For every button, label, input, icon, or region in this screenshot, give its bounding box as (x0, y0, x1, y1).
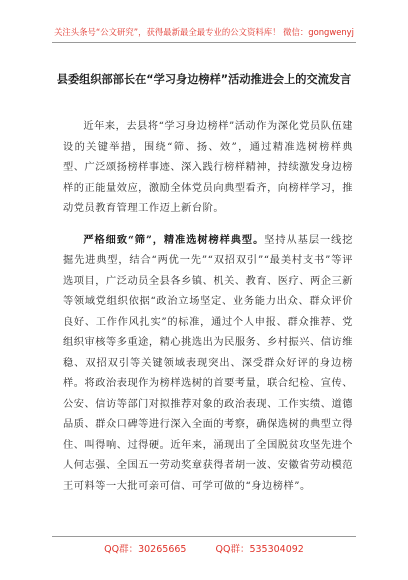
footer-qq-group-1: QQ群：30265665 (104, 544, 187, 555)
footer-qq-group-2: QQ群：535304092 (215, 544, 304, 555)
paragraph-text: 近年来，去县将“学习身边榜样”活动作为深化党员队伍建设的关键举措，围绕“筛、扬、效”，通过精准选树榜样典型、广泛颂扬榜样事迹、深入践行榜样精神，持续激发身边榜样的正能量效应，激励全体党员向典型看齐，向榜样学习，推动党员教育管理工作迈上新台阶。 (63, 121, 353, 214)
document-body (63, 116, 353, 497)
footer-divider (52, 536, 356, 537)
top-banner: 关注头条号“公文研究”，获得最新最全最专业的公文资料库！ 微信：gongwenyj (54, 27, 354, 37)
paragraph-lead: 严格细致“筛”，精准选树榜样典型。 (83, 233, 265, 246)
paragraph-screening (63, 230, 353, 498)
paragraph-text: 坚持从基层一线挖掘先进典型，结合“两优一先”“双招双引”“最美村支书”等评选项目，广泛动员全县各乡镇、机关、教育、医疗、两企三新等领域党组织依据“政治立场坚定、业务能力出众、群众评价良好、工作作风扎实”的标准，通过个人申报、群众推荐、党组织审核等多重途，精心挑选出为民服务、乡村振兴、信访维稳、双招双引等关键领域表现突出、深受群众好评的身边榜样。将政治表现作为榜样选树的首要考量，联合纪检、宣传、公安、信访等部门对拟推荐对象的政治表现、工作实绩、道德品质、群众口碑等进行深入全面的考察，确保选树的典型立得住、叫得响、过得硬。近年来，涌现出了全国脱贫攻坚先进个人何志强、全国五一劳动奖章获得者胡一波、安徽省劳动模范王可料等一大批可亲可信、可学可做的“身边榜样”。 (63, 234, 353, 492)
document-title: 县委组织部部长在“学习身边榜样”活动推进会上的交流发言 (56, 73, 352, 86)
paragraph-intro (63, 116, 353, 220)
header-divider (52, 42, 356, 43)
footer (0, 541, 408, 555)
